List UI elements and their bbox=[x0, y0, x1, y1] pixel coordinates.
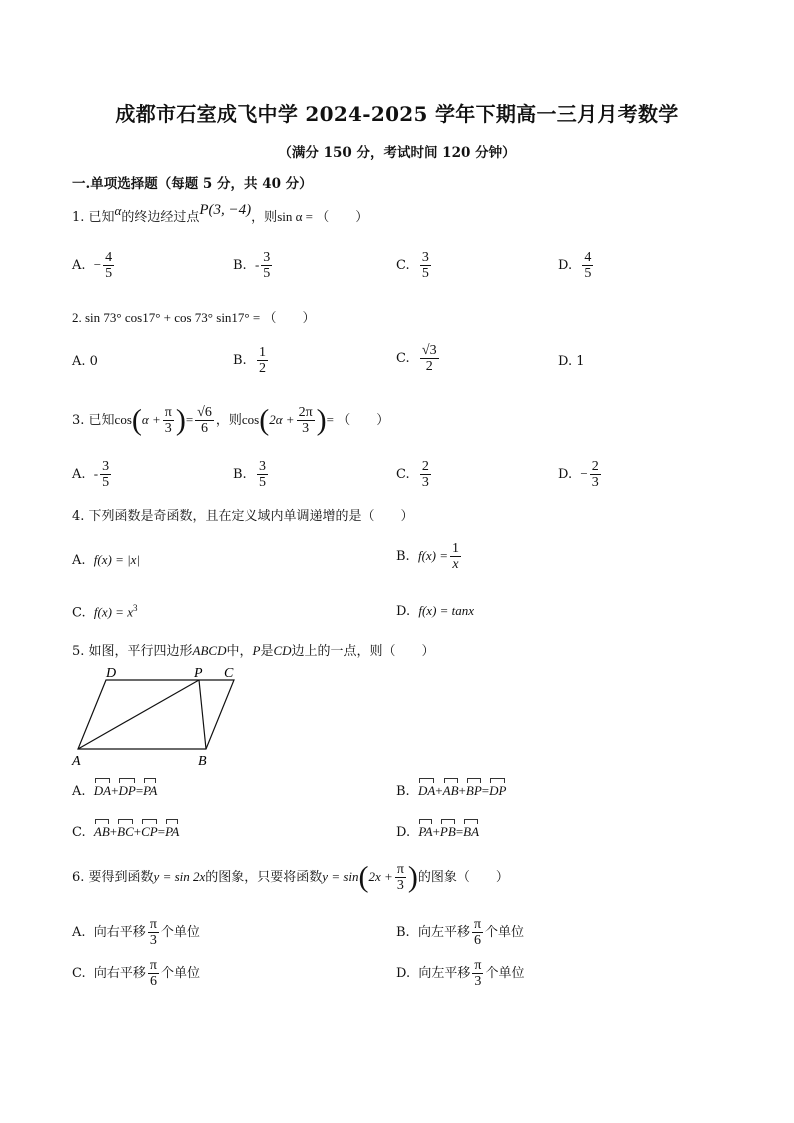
q3-tail: = （ ） bbox=[326, 412, 390, 427]
numerator: 3 bbox=[102, 459, 110, 474]
cos: cos bbox=[114, 412, 132, 427]
denominator: 5 bbox=[584, 266, 592, 281]
option-label: C. bbox=[396, 467, 410, 482]
option-label: C. bbox=[72, 825, 86, 840]
op: = bbox=[135, 783, 144, 798]
q5-abcd: ABCD bbox=[192, 643, 227, 658]
option-label: D. bbox=[558, 467, 573, 482]
label-b: B bbox=[198, 754, 207, 769]
fraction bbox=[590, 459, 601, 490]
vector: DP bbox=[118, 783, 136, 798]
q5-text-tail: 边上的一点，则（ ） bbox=[291, 644, 435, 659]
q5-text: 5. 如图，平行四边形 bbox=[72, 644, 193, 659]
denominator: 3 bbox=[164, 421, 172, 436]
q2-option-c[interactable] bbox=[396, 343, 441, 374]
op: = bbox=[455, 824, 464, 839]
numerator: π bbox=[149, 958, 157, 973]
q5-text-mid: 中， bbox=[226, 644, 253, 659]
q3-option-a[interactable] bbox=[72, 459, 113, 490]
cos: cos bbox=[241, 412, 260, 427]
option-label: D. bbox=[396, 825, 411, 840]
denominator: 3 bbox=[396, 878, 404, 893]
denominator: 6 bbox=[474, 933, 481, 948]
fraction bbox=[472, 917, 483, 948]
fraction bbox=[195, 405, 214, 436]
denominator: 6 bbox=[201, 421, 209, 436]
q1-point: P(3, −4) bbox=[199, 202, 252, 218]
numerator: 3 bbox=[258, 459, 266, 474]
q5-option-c[interactable] bbox=[72, 824, 179, 840]
q4-option-b[interactable] bbox=[396, 541, 463, 572]
q5-option-a[interactable] bbox=[72, 783, 157, 799]
numerator: π bbox=[474, 958, 482, 973]
question-5 bbox=[72, 640, 435, 659]
arg: 2α + bbox=[269, 412, 295, 427]
fraction bbox=[163, 405, 174, 436]
q6-func2: y = sin bbox=[322, 869, 359, 884]
equals: = bbox=[185, 412, 194, 427]
numerator: 2 bbox=[591, 459, 599, 474]
op: + bbox=[109, 824, 118, 839]
denominator: 5 bbox=[421, 266, 429, 281]
q6-text-mid: 的图象，只要将函数 bbox=[205, 870, 323, 885]
option-label: B. bbox=[396, 925, 410, 940]
q2-option-b[interactable] bbox=[233, 345, 270, 376]
text: 个单位 bbox=[485, 966, 525, 981]
option-label: C. bbox=[396, 351, 410, 366]
q6-text-tail: 的图象（ ） bbox=[417, 870, 509, 885]
q6-option-c[interactable] bbox=[72, 958, 200, 989]
q3-option-b[interactable] bbox=[233, 459, 270, 490]
fraction bbox=[472, 958, 483, 989]
q3-option-d[interactable] bbox=[558, 459, 603, 490]
option-label: C. bbox=[72, 966, 86, 981]
question-3 bbox=[72, 405, 389, 436]
option-label: D. bbox=[396, 966, 411, 981]
vector: BC bbox=[117, 824, 134, 839]
q5-option-d[interactable] bbox=[396, 824, 479, 840]
numerator: √6 bbox=[197, 405, 212, 420]
fraction bbox=[420, 343, 439, 374]
numerator: 4 bbox=[105, 250, 113, 265]
op: + bbox=[432, 824, 440, 839]
paren: ) bbox=[175, 403, 186, 437]
numerator: 3 bbox=[263, 250, 271, 265]
q2-option-d[interactable]: D. 1 bbox=[558, 354, 585, 369]
sign: - bbox=[254, 257, 260, 272]
fraction bbox=[297, 405, 315, 436]
exam-info: （满分 150 分，考试时间 120 分钟） bbox=[278, 145, 516, 161]
exponent: 3 bbox=[132, 603, 138, 613]
fraction bbox=[582, 250, 593, 281]
vector: PA bbox=[418, 824, 433, 839]
q1-expr: sin α = （ ） bbox=[277, 209, 369, 224]
label-p: P bbox=[194, 666, 203, 681]
numerator: π bbox=[473, 917, 482, 932]
vector: DP bbox=[489, 783, 507, 798]
q6-option-d[interactable] bbox=[396, 958, 524, 989]
vector: DA bbox=[417, 783, 436, 798]
denominator: 5 bbox=[102, 475, 110, 490]
vector: BA bbox=[463, 824, 480, 839]
q2-option-a[interactable]: A. 0 bbox=[72, 354, 98, 369]
fraction bbox=[148, 958, 159, 989]
numerator: 1 bbox=[258, 345, 266, 360]
fraction bbox=[257, 345, 268, 376]
q1-option-c[interactable] bbox=[396, 250, 433, 281]
denominator: x bbox=[452, 557, 459, 572]
numerator: π bbox=[164, 405, 172, 420]
q5-cd: CD bbox=[273, 643, 292, 658]
section-heading: 一.单项选择题（每题 5 分，共 40 分） bbox=[72, 176, 313, 192]
sign: - bbox=[93, 466, 99, 481]
paren: ( bbox=[358, 860, 369, 894]
denominator: 3 bbox=[591, 475, 599, 490]
denominator: 2 bbox=[258, 361, 266, 376]
option-label: B. bbox=[233, 258, 247, 273]
q1-option-d[interactable] bbox=[558, 250, 595, 281]
question-6 bbox=[72, 862, 509, 893]
numerator: √3 bbox=[421, 343, 437, 358]
q4-option-c[interactable] bbox=[72, 603, 137, 620]
vector: PA bbox=[165, 824, 180, 839]
q1-option-b[interactable] bbox=[233, 250, 274, 281]
option-label: D. bbox=[558, 258, 573, 273]
vector: AB bbox=[442, 783, 459, 798]
option-label: B. bbox=[396, 784, 410, 799]
vector: DA bbox=[93, 783, 112, 798]
q5-option-b[interactable] bbox=[396, 783, 506, 799]
fraction bbox=[420, 250, 431, 281]
q1-text-mid: 的终边经过点 bbox=[121, 210, 200, 225]
denominator: 3 bbox=[149, 933, 157, 948]
label-a: A bbox=[72, 754, 81, 769]
option-label: B. bbox=[233, 353, 247, 368]
option-label: C. bbox=[396, 258, 410, 273]
option-label: C. bbox=[72, 605, 86, 621]
numerator: 2 bbox=[421, 459, 429, 474]
denominator: 5 bbox=[263, 266, 271, 281]
paren: ) bbox=[316, 403, 327, 437]
segment-ap bbox=[78, 680, 199, 749]
label-d: D bbox=[106, 666, 117, 681]
fraction bbox=[420, 459, 431, 490]
paren: ) bbox=[407, 860, 418, 894]
numerator: 3 bbox=[421, 250, 429, 265]
option-label: D. bbox=[396, 604, 411, 619]
paren: ( bbox=[131, 403, 142, 437]
op: = bbox=[157, 824, 166, 839]
numerator: 4 bbox=[584, 250, 592, 265]
option-label: A. bbox=[72, 467, 86, 482]
q6-option-b[interactable] bbox=[396, 917, 524, 948]
q3-text-then: ，则 bbox=[215, 413, 242, 428]
denominator: 3 bbox=[302, 421, 310, 436]
arg: 2x + bbox=[368, 869, 393, 884]
q5-p: P bbox=[252, 643, 261, 658]
option-label: B. bbox=[396, 549, 410, 564]
text: 个单位 bbox=[160, 925, 200, 940]
page-title: 成都市石室成飞中学 2024-2025 学年下期高一三月月考数学 bbox=[115, 102, 679, 126]
parallelogram-figure bbox=[70, 664, 250, 772]
text: 个单位 bbox=[160, 966, 200, 981]
expr: f(x) = |x| bbox=[93, 552, 141, 567]
q1-alpha: α bbox=[114, 203, 122, 218]
op: + bbox=[435, 783, 443, 798]
fraction bbox=[395, 862, 406, 893]
text: 向左平移 bbox=[418, 966, 471, 981]
numerator: π bbox=[149, 917, 157, 932]
text: 个单位 bbox=[485, 925, 525, 940]
denominator: 6 bbox=[149, 974, 157, 989]
q1-option-a[interactable] bbox=[72, 250, 116, 281]
question-2: 2. sin 73° cos17° + cos 73° sin17° = （ ） bbox=[72, 310, 316, 325]
q4-option-a[interactable] bbox=[72, 552, 140, 568]
q6-option-a[interactable] bbox=[72, 917, 200, 948]
option-label: A. bbox=[72, 553, 86, 568]
option-label: A. bbox=[72, 925, 86, 940]
sign: − bbox=[93, 257, 102, 272]
denominator: 5 bbox=[105, 266, 113, 281]
expr: f(x) = x bbox=[93, 604, 133, 620]
fraction bbox=[257, 459, 268, 490]
denominator: 2 bbox=[425, 359, 433, 374]
q4-option-d[interactable] bbox=[396, 603, 474, 619]
sign: − bbox=[580, 466, 588, 481]
op: + bbox=[111, 783, 119, 798]
q3-text: 3. 已知 bbox=[72, 413, 115, 428]
q3-option-c[interactable] bbox=[396, 459, 433, 490]
q1-text-then: ，则 bbox=[251, 210, 278, 225]
vector: PA bbox=[143, 783, 158, 798]
fraction bbox=[148, 917, 159, 948]
numerator: 1 bbox=[452, 541, 460, 556]
paren: ( bbox=[259, 403, 270, 437]
expr: f(x) = tanx bbox=[418, 603, 475, 618]
q1-text: 1. 已知 bbox=[72, 210, 115, 225]
op: = bbox=[481, 783, 490, 798]
q5-text-mid2: 是 bbox=[260, 644, 274, 659]
arg: α + bbox=[141, 412, 161, 427]
vector: AB bbox=[93, 824, 110, 839]
question-4: 4. 下列函数是奇函数，且在定义域内单调递增的是（ ） bbox=[72, 509, 414, 524]
vector: CP bbox=[141, 824, 158, 839]
denominator: 5 bbox=[258, 475, 266, 490]
expr: f(x) = bbox=[417, 548, 449, 563]
question-1 bbox=[72, 202, 369, 226]
segment-pb bbox=[199, 680, 206, 749]
parallelogram-abcd bbox=[78, 680, 234, 749]
q6-text: 6. 要得到函数 bbox=[72, 870, 154, 885]
op: + bbox=[133, 824, 142, 839]
text: 向左平移 bbox=[417, 925, 470, 940]
text: 向右平移 bbox=[93, 925, 146, 940]
label-c: C bbox=[224, 666, 234, 681]
numerator: 2π bbox=[298, 405, 313, 420]
option-label: A. bbox=[72, 784, 86, 799]
fraction bbox=[100, 459, 111, 490]
op: + bbox=[458, 783, 466, 798]
option-label: B. bbox=[233, 467, 247, 482]
numerator: π bbox=[396, 862, 404, 877]
vector: PB bbox=[439, 824, 456, 839]
denominator: 3 bbox=[421, 475, 429, 490]
text: 向右平移 bbox=[93, 966, 146, 981]
fraction bbox=[261, 250, 272, 281]
option-label: A. bbox=[72, 258, 86, 273]
fraction bbox=[103, 250, 114, 281]
q6-func1: y = sin 2x bbox=[153, 869, 206, 884]
fraction bbox=[450, 541, 461, 572]
denominator: 3 bbox=[474, 974, 482, 989]
vector: BP bbox=[465, 783, 482, 798]
